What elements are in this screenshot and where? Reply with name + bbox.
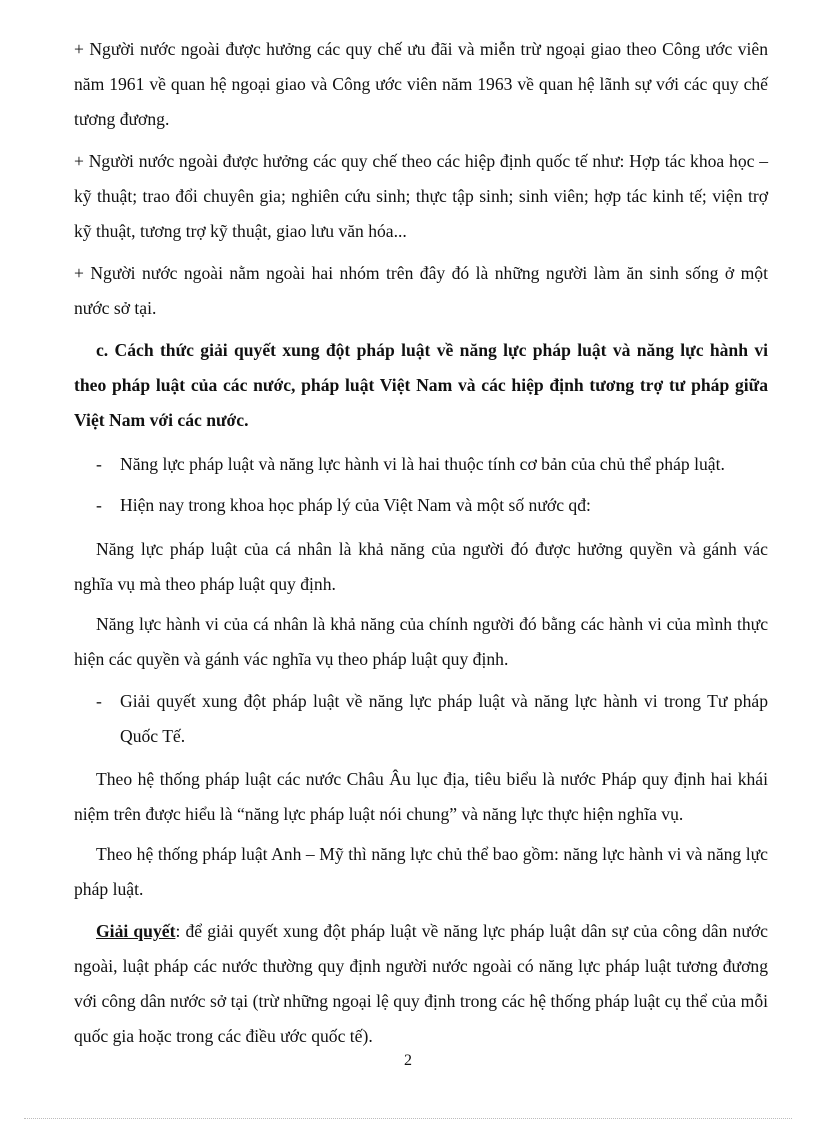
paragraph-europe-system: Theo hệ thống pháp luật các nước Châu Âu lục địa, tiêu biểu là nước Pháp quy định hai khái niệm trên được hiểu là “năng lực pháp luật nói chung” và năng lực thực hiện nghĩa vụ. — [74, 769, 768, 824]
bullet-item-resolution: Giải quyết xung đột pháp luật về năng lực pháp luật và năng lực hành vi trong Tư pháp Quốc Tế. — [120, 691, 768, 746]
paragraph-foreign-treaties: + Người nước ngoài được hưởng các quy chế theo các hiệp định quốc tế như: Hợp tác khoa học – kỹ thuật; trao đổi chuyên gia; nghiên cứu sinh; thực tập sinh; sinh viên; hợp tác kinh tế; viện trợ kỹ thuật, tương trợ kỹ thuật, giao lưu văn hóa... — [74, 151, 768, 241]
paragraph-behavior-capacity: Năng lực hành vi của cá nhân là khả năng của chính người đó bằng các hành vi của mình thực hiện các quyền và gánh vác nghĩa vụ theo pháp luật quy định. — [74, 614, 768, 669]
bullet-dash: - — [96, 691, 102, 711]
resolution-text: : để giải quyết xung đột pháp luật về năng lực pháp luật dân sự của công dân nước ngoài, luật pháp các nước thường quy định người nước ngoài có năng lực pháp luật tương đương với công dân nước sở tại (trừ những ngoại lệ quy định trong các hệ thống pháp luật cụ thể của mỗi quốc gia hoặc trong các điều ước quốc tế). — [74, 921, 768, 1046]
bullet-item-science: Hiện nay trong khoa học pháp lý của Việt Nam và một số nước qđ: — [120, 495, 591, 515]
page-bottom-divider — [24, 1118, 792, 1119]
resolution-label: Giải quyết — [96, 921, 176, 941]
section-heading-c: c. Cách thức giải quyết xung đột pháp luật về năng lực pháp luật và năng lực hành vi theo pháp luật của các nước, pháp luật Việt Nam và các hiệp định tương trợ tư pháp giữa Việt Nam với các nước. — [74, 340, 768, 430]
paragraph-anglo-system: Theo hệ thống pháp luật Anh – Mỹ thì năng lực chủ thể bao gồm: năng lực hành vi và năng lực pháp luật. — [74, 844, 768, 899]
page-number: 2 — [404, 1052, 412, 1069]
paragraph-foreign-diplomatic: + Người nước ngoài được hưởng các quy chế ưu đãi và miễn trừ ngoại giao theo Công ước viên năm 1961 về quan hệ ngoại giao và Công ước viên năm 1963 về quan hệ lãnh sự với các quy chế tương đương. — [74, 39, 768, 129]
bullet-dash: - — [96, 495, 102, 515]
bullet-dash: - — [96, 454, 102, 474]
paragraph-foreign-others: + Người nước ngoài nằm ngoài hai nhóm trên đây đó là những người làm ăn sinh sống ở một nước sở tại. — [74, 263, 768, 318]
paragraph-resolution — [74, 914, 768, 1054]
bullet-item-capacity: Năng lực pháp luật và năng lực hành vi là hai thuộc tính cơ bản của chủ thể pháp luật. — [120, 454, 725, 474]
paragraph-legal-capacity: Năng lực pháp luật của cá nhân là khả năng của người đó được hưởng quyền và gánh vác nghĩa vụ mà theo pháp luật quy định. — [74, 539, 768, 594]
